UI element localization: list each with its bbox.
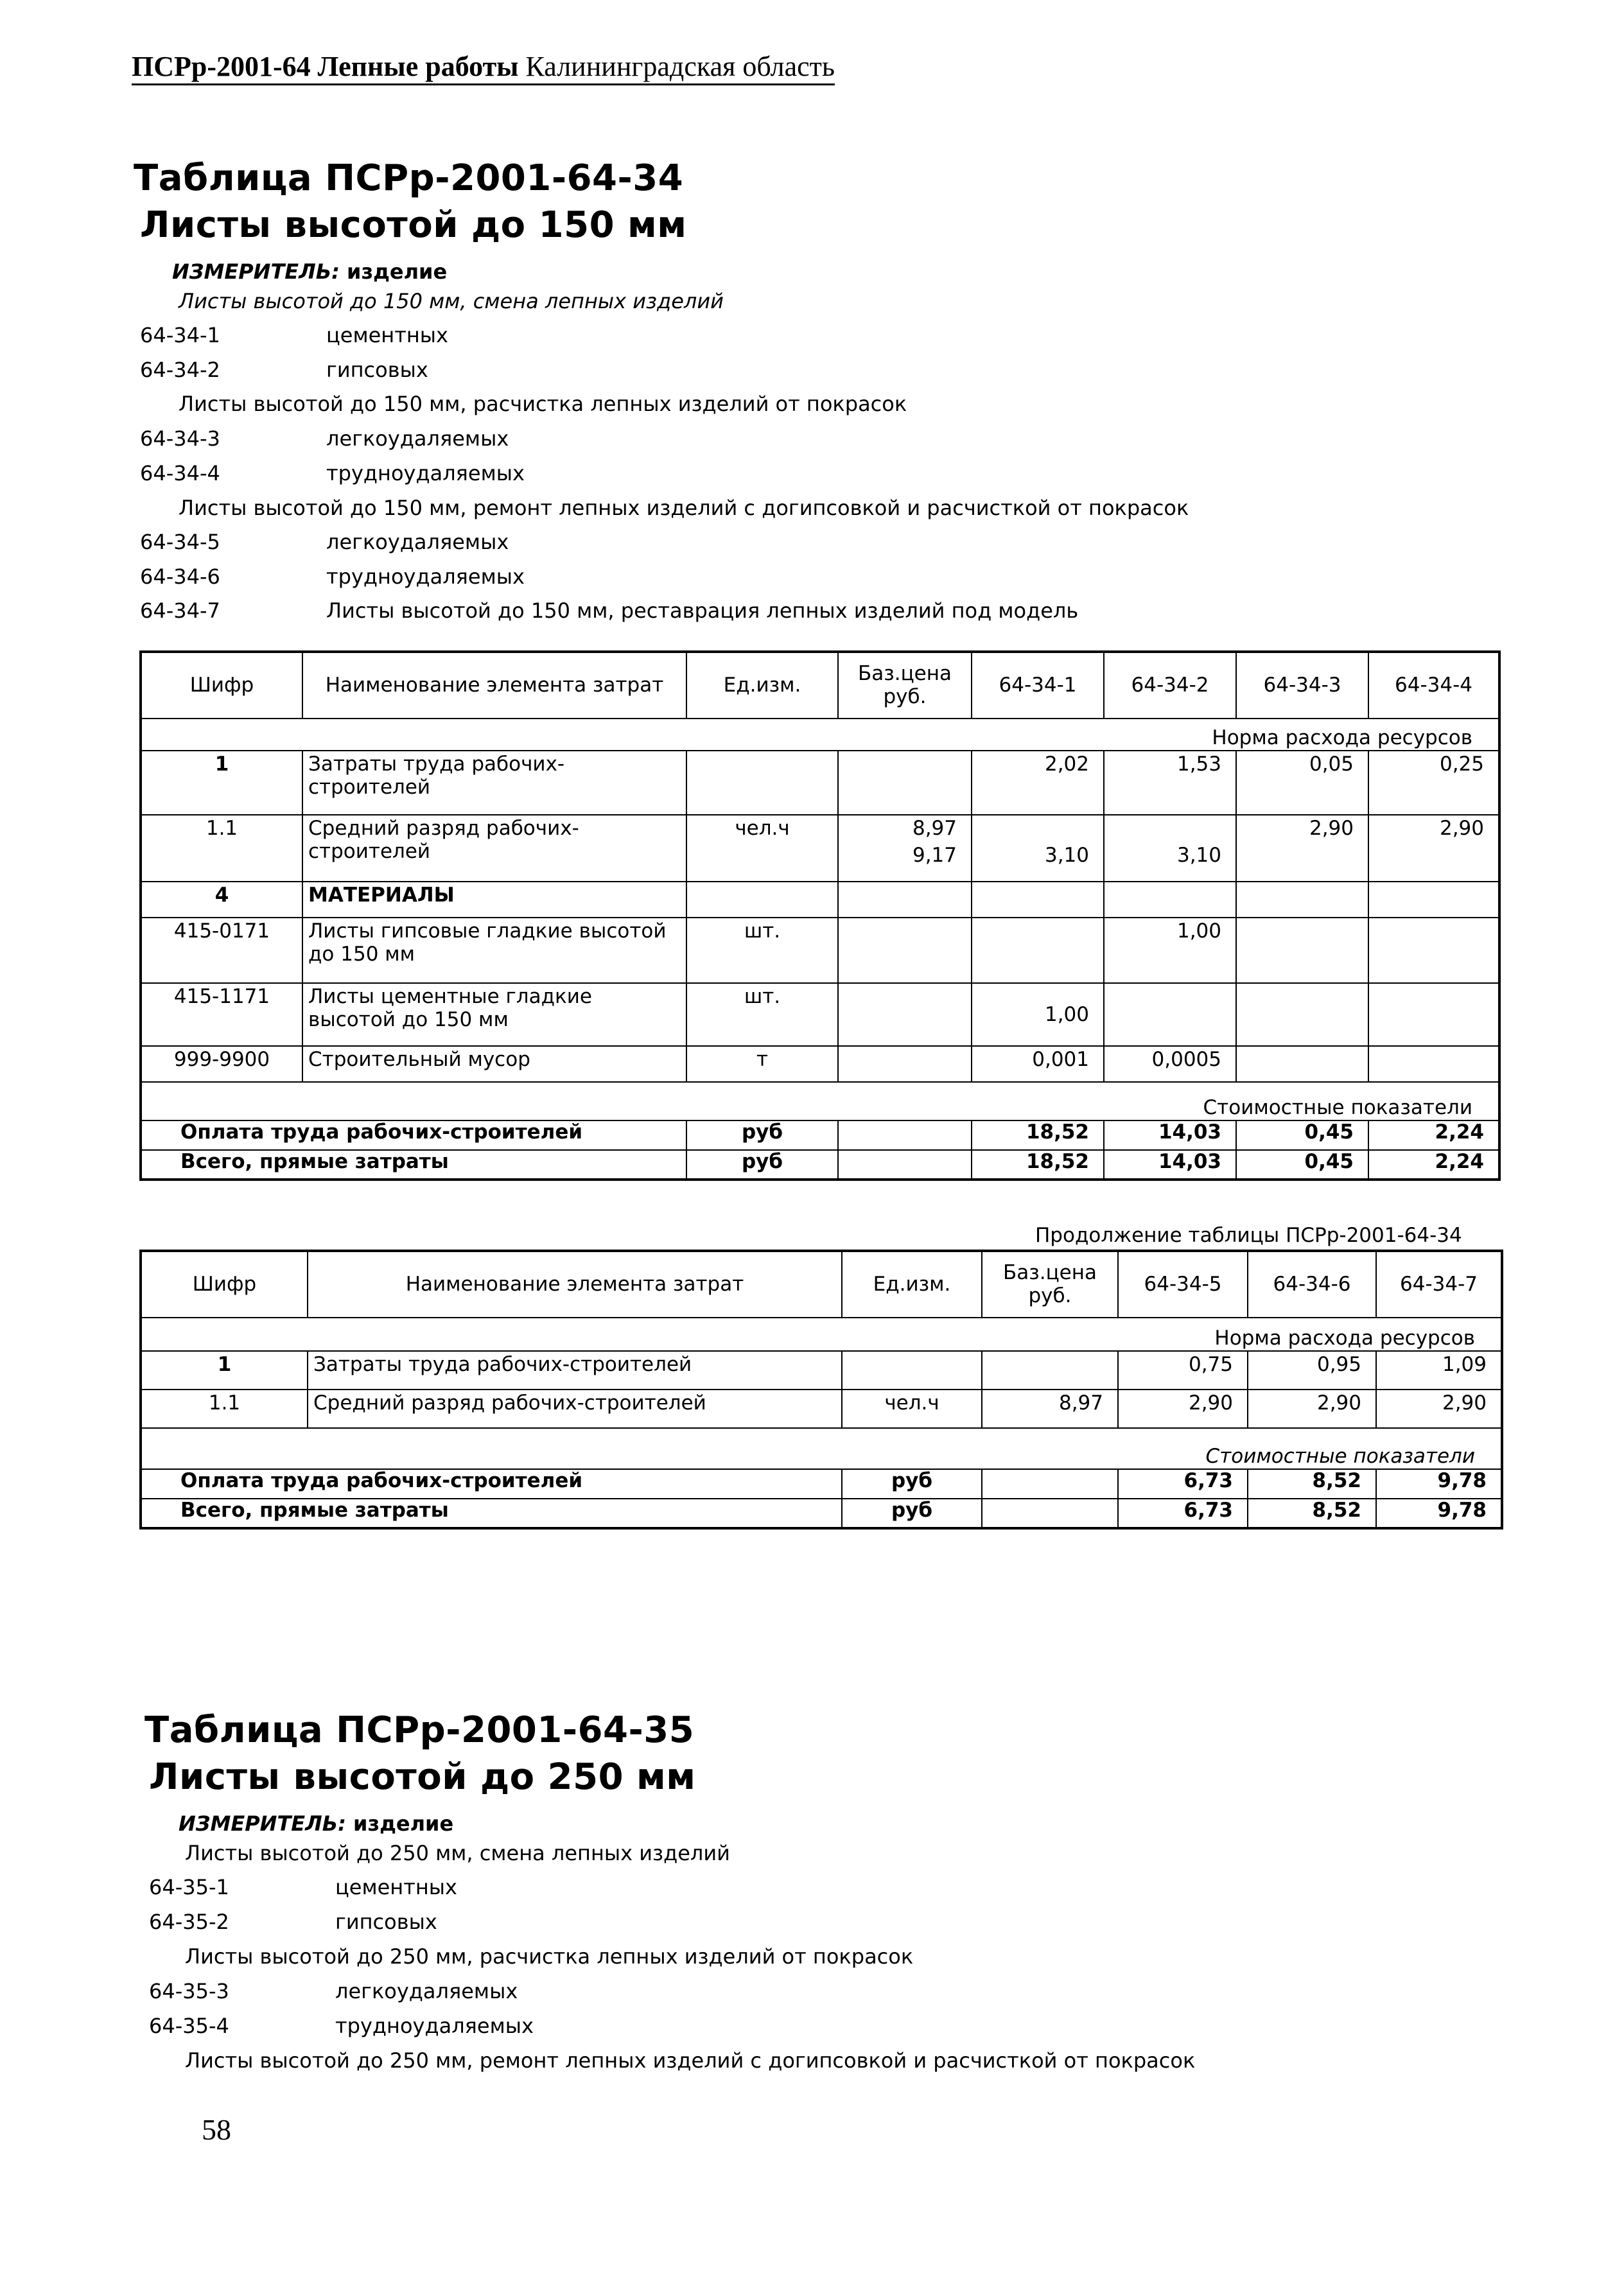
- row-unit: [686, 882, 838, 918]
- section-row: [141, 1082, 1499, 1120]
- line-text: трудноудаляемых: [326, 564, 525, 589]
- row-value: 0,05: [1236, 751, 1368, 815]
- row-code: 999-9900: [141, 1046, 302, 1082]
- value-alt: 3,10: [1176, 844, 1221, 867]
- line-text: цементных: [326, 323, 448, 347]
- line-text: цементных: [335, 1875, 457, 1899]
- totals-value: 9,78: [1376, 1499, 1502, 1528]
- table34-continuation-grid: [139, 1250, 1503, 1530]
- row-unit: шт.: [686, 983, 838, 1046]
- totals-row: [141, 1499, 1502, 1528]
- line-text: Листы высотой до 150 мм, реставрация лепных изделий под модель: [326, 598, 1079, 623]
- row-price: 8,97: [982, 1390, 1118, 1428]
- table-row: [141, 1351, 1502, 1390]
- line-text: трудноудаляемых: [326, 461, 525, 485]
- row-value: [1236, 918, 1368, 983]
- table-header-row: [141, 652, 1499, 719]
- totals-label: Всего, прямые затраты: [141, 1499, 842, 1528]
- row-value: 2,90: [1236, 815, 1368, 882]
- totals-row: [141, 1469, 1502, 1499]
- row-value: [972, 918, 1104, 983]
- table-row: [141, 751, 1499, 815]
- header-cell: 64-34-4: [1368, 652, 1499, 719]
- value: [1110, 817, 1221, 840]
- totals-unit: руб: [686, 1120, 838, 1150]
- section-row: [141, 719, 1499, 751]
- row-value: 0,95: [1248, 1351, 1376, 1390]
- row-code: 1: [141, 751, 302, 815]
- row-value: 1,53: [1104, 751, 1236, 815]
- row-code: 415-1171: [141, 983, 302, 1046]
- row-value: [1368, 918, 1499, 983]
- table34-line-1: [140, 323, 448, 347]
- header-cell: Шифр: [141, 1251, 308, 1318]
- totals-price: [838, 1150, 972, 1180]
- table35-line-1: [149, 1875, 457, 1899]
- row-value: [1104, 882, 1236, 918]
- running-header-rule: [132, 83, 835, 85]
- value-alt: 3,10: [1044, 844, 1089, 867]
- row-price: [982, 1351, 1118, 1390]
- table35-measure: [179, 1811, 453, 1836]
- value: [977, 817, 1089, 840]
- row-value: 2,90: [1118, 1390, 1248, 1428]
- line-code: 64-34-2: [140, 358, 220, 382]
- row-name: Листы цементные гладкие высотой до 150 мм: [302, 983, 686, 1046]
- table-row: [141, 918, 1499, 983]
- row-value: [1236, 983, 1368, 1046]
- row-value: 0,0005: [1104, 1046, 1236, 1082]
- totals-value: 0,45: [1236, 1150, 1368, 1180]
- header-cell: 64-34-2: [1104, 652, 1236, 719]
- line-text: легкоудаляемых: [335, 1979, 518, 2003]
- totals-unit: руб: [686, 1150, 838, 1180]
- table34-line-8: [140, 564, 525, 589]
- row-value: 0,001: [972, 1046, 1104, 1082]
- table35-title: Таблица ПСРр-2001-64-35: [144, 1709, 695, 1751]
- line-code: 64-34-4: [140, 461, 220, 485]
- row-value: 1,00: [1104, 918, 1236, 983]
- line-code: 64-35-1: [149, 1875, 229, 1899]
- header-cell: Шифр: [141, 652, 302, 719]
- totals-value: 14,03: [1104, 1120, 1236, 1150]
- table34-line-7: [140, 530, 509, 554]
- row-value: [1368, 983, 1499, 1046]
- running-header-region: Калининградская область: [525, 51, 835, 82]
- row-name: Затраты труда рабочих-строителей: [308, 1351, 842, 1390]
- totals-unit: руб: [842, 1499, 982, 1528]
- table34-line-2: [140, 358, 428, 382]
- header-cell: Ед.изм.: [686, 652, 838, 719]
- table34-resource-grid: [139, 650, 1501, 1181]
- totals-price: [838, 1120, 972, 1150]
- line-text: трудноудаляемых: [335, 2014, 534, 2038]
- row-value: [1236, 882, 1368, 918]
- totals-price: [982, 1469, 1118, 1499]
- row-value: [972, 815, 1104, 882]
- line-text: легкоудаляемых: [326, 530, 509, 554]
- table35-line-4: [149, 1979, 518, 2003]
- row-code: 1.1: [141, 1390, 308, 1428]
- price-value: 8,97: [912, 817, 957, 840]
- table35-subtitle: Листы высотой до 250 мм: [149, 1756, 696, 1798]
- line-code: 64-35-2: [149, 1910, 229, 1934]
- row-value: 2,02: [972, 751, 1104, 815]
- row-price: [838, 882, 972, 918]
- row-value: [972, 882, 1104, 918]
- table35-line-6: Листы высотой до 250 мм, ремонт лепных изделий с догипсовкой и расчисткой от покрасок: [185, 2048, 1196, 2073]
- table35-line-2: [149, 1910, 437, 1934]
- row-unit: чел.ч: [842, 1390, 982, 1428]
- header-cell: Ед.изм.: [842, 1251, 982, 1318]
- row-value: [1236, 1046, 1368, 1082]
- row-price: [838, 815, 972, 882]
- row-unit: [686, 751, 838, 815]
- row-value: [1368, 882, 1499, 918]
- line-code: 64-34-1: [140, 323, 220, 347]
- line-text: гипсовых: [335, 1910, 437, 1934]
- row-unit: шт.: [686, 918, 838, 983]
- table-row: [141, 1046, 1499, 1082]
- line-code: 64-35-4: [149, 2014, 229, 2038]
- section-row: [141, 1428, 1502, 1469]
- row-unit: [842, 1351, 982, 1390]
- table34-line-6: Листы высотой до 150 мм, ремонт лепных изделий с догипсовкой и расчисткой от покрасок: [179, 496, 1189, 520]
- measure-label: ИЗМЕРИТЕЛЬ:: [179, 1811, 346, 1836]
- table34-title: Таблица ПСРр-2001-64-34: [134, 157, 684, 199]
- table34-line-5: [140, 461, 525, 485]
- table34-measure: [172, 259, 447, 284]
- row-name: МАТЕРИАЛЫ: [302, 882, 686, 918]
- row-code: 1.1: [141, 815, 302, 882]
- section-norm-label: Норма расхода ресурсов: [141, 1318, 1502, 1351]
- totals-label: Оплата труда рабочих-строителей: [141, 1120, 686, 1150]
- line-code: 64-35-3: [149, 1979, 229, 2003]
- row-value: 2,90: [1376, 1390, 1502, 1428]
- header-cell: Наименование элемента затрат: [302, 652, 686, 719]
- header-cell: Баз.цена руб.: [838, 652, 972, 719]
- continuation-note: Продолжение таблицы ПСРр-2001-64-34: [1035, 1224, 1462, 1247]
- running-header: [132, 50, 835, 83]
- row-price: [838, 751, 972, 815]
- table-row: [141, 983, 1499, 1046]
- table-row: [141, 815, 1499, 882]
- row-price: [838, 1046, 972, 1082]
- row-code: 1: [141, 1351, 308, 1390]
- table34-line-0: Листы высотой до 150 мм, смена лепных изделий: [179, 289, 724, 313]
- header-cell: 64-34-5: [1118, 1251, 1248, 1318]
- header-cell: 64-34-6: [1248, 1251, 1376, 1318]
- totals-row: [141, 1150, 1499, 1180]
- table35-line-5: [149, 2014, 534, 2038]
- totals-value: 18,52: [972, 1120, 1104, 1150]
- row-code: 415-0171: [141, 918, 302, 983]
- table-header-row: [141, 1251, 1502, 1318]
- totals-value: 8,52: [1248, 1469, 1376, 1499]
- section-cost-label: Стоимостные показатели: [141, 1082, 1499, 1120]
- totals-price: [982, 1499, 1118, 1528]
- totals-unit: руб: [842, 1469, 982, 1499]
- row-value: 0,75: [1118, 1351, 1248, 1390]
- row-value: 2,90: [1248, 1390, 1376, 1428]
- header-cell: Баз.цена руб.: [982, 1251, 1118, 1318]
- table35-line-0: Листы высотой до 250 мм, смена лепных изделий: [185, 1841, 730, 1865]
- header-cell: 64-34-1: [972, 652, 1104, 719]
- row-value: 1,09: [1376, 1351, 1502, 1390]
- totals-value: 14,03: [1104, 1150, 1236, 1180]
- row-price: [838, 918, 972, 983]
- totals-row: [141, 1120, 1499, 1150]
- line-code: 64-34-7: [140, 598, 220, 623]
- row-price: [838, 983, 972, 1046]
- row-name: Затраты труда рабочих-строителей: [302, 751, 686, 815]
- table34-line-9: [140, 598, 1078, 623]
- line-code: 64-34-5: [140, 530, 220, 554]
- row-value: 0,25: [1368, 751, 1499, 815]
- line-code: 64-34-3: [140, 426, 220, 451]
- measure-value: изделие: [347, 259, 448, 284]
- row-unit: т: [686, 1046, 838, 1082]
- section-norm-label: Норма расхода ресурсов: [141, 719, 1499, 751]
- row-value: [1104, 983, 1236, 1046]
- line-code: 64-34-6: [140, 564, 220, 589]
- row-unit: чел.ч: [686, 815, 838, 882]
- totals-value: 8,52: [1248, 1499, 1376, 1528]
- header-cell: 64-34-3: [1236, 652, 1368, 719]
- row-name: Средний разряд рабочих-строителей: [302, 815, 686, 882]
- table-row: [141, 882, 1499, 918]
- row-name: Листы гипсовые гладкие высотой до 150 мм: [302, 918, 686, 983]
- row-code: 4: [141, 882, 302, 918]
- totals-value: 2,24: [1368, 1120, 1499, 1150]
- row-value: 1,00: [972, 983, 1104, 1046]
- totals-label: Оплата труда рабочих-строителей: [141, 1469, 842, 1499]
- totals-label: Всего, прямые затраты: [141, 1150, 686, 1180]
- line-text: легкоудаляемых: [326, 426, 509, 451]
- running-header-section: ПСРр-2001-64 Лепные работы: [132, 51, 519, 82]
- row-name: Строительный мусор: [302, 1046, 686, 1082]
- table34-line-4: [140, 426, 509, 451]
- row-name: Средний разряд рабочих-строителей: [308, 1390, 842, 1428]
- table-row: [141, 1390, 1502, 1428]
- table34-line-3: Листы высотой до 150 мм, расчистка лепных изделий от покрасок: [179, 392, 907, 416]
- header-cell: 64-34-7: [1376, 1251, 1502, 1318]
- totals-value: 9,78: [1376, 1469, 1502, 1499]
- price-value-alt: 9,17: [912, 844, 957, 867]
- totals-value: 2,24: [1368, 1150, 1499, 1180]
- section-cost-label: Стоимостные показатели: [141, 1428, 1502, 1469]
- row-value: [1104, 815, 1236, 882]
- table35-line-3: Листы высотой до 250 мм, расчистка лепных изделий от покрасок: [185, 1944, 914, 1969]
- row-value: 2,90: [1368, 815, 1499, 882]
- totals-value: 0,45: [1236, 1120, 1368, 1150]
- measure-label: ИЗМЕРИТЕЛЬ:: [172, 259, 340, 284]
- row-value: [1368, 1046, 1499, 1082]
- totals-value: 18,52: [972, 1150, 1104, 1180]
- totals-value: 6,73: [1118, 1469, 1248, 1499]
- page-number: 58: [202, 2113, 231, 2146]
- section-row: [141, 1318, 1502, 1351]
- header-cell: Наименование элемента затрат: [308, 1251, 842, 1318]
- table34-subtitle: Листы высотой до 150 мм: [140, 204, 687, 246]
- line-text: гипсовых: [326, 358, 428, 382]
- measure-value: изделие: [353, 1811, 454, 1836]
- totals-value: 6,73: [1118, 1499, 1248, 1528]
